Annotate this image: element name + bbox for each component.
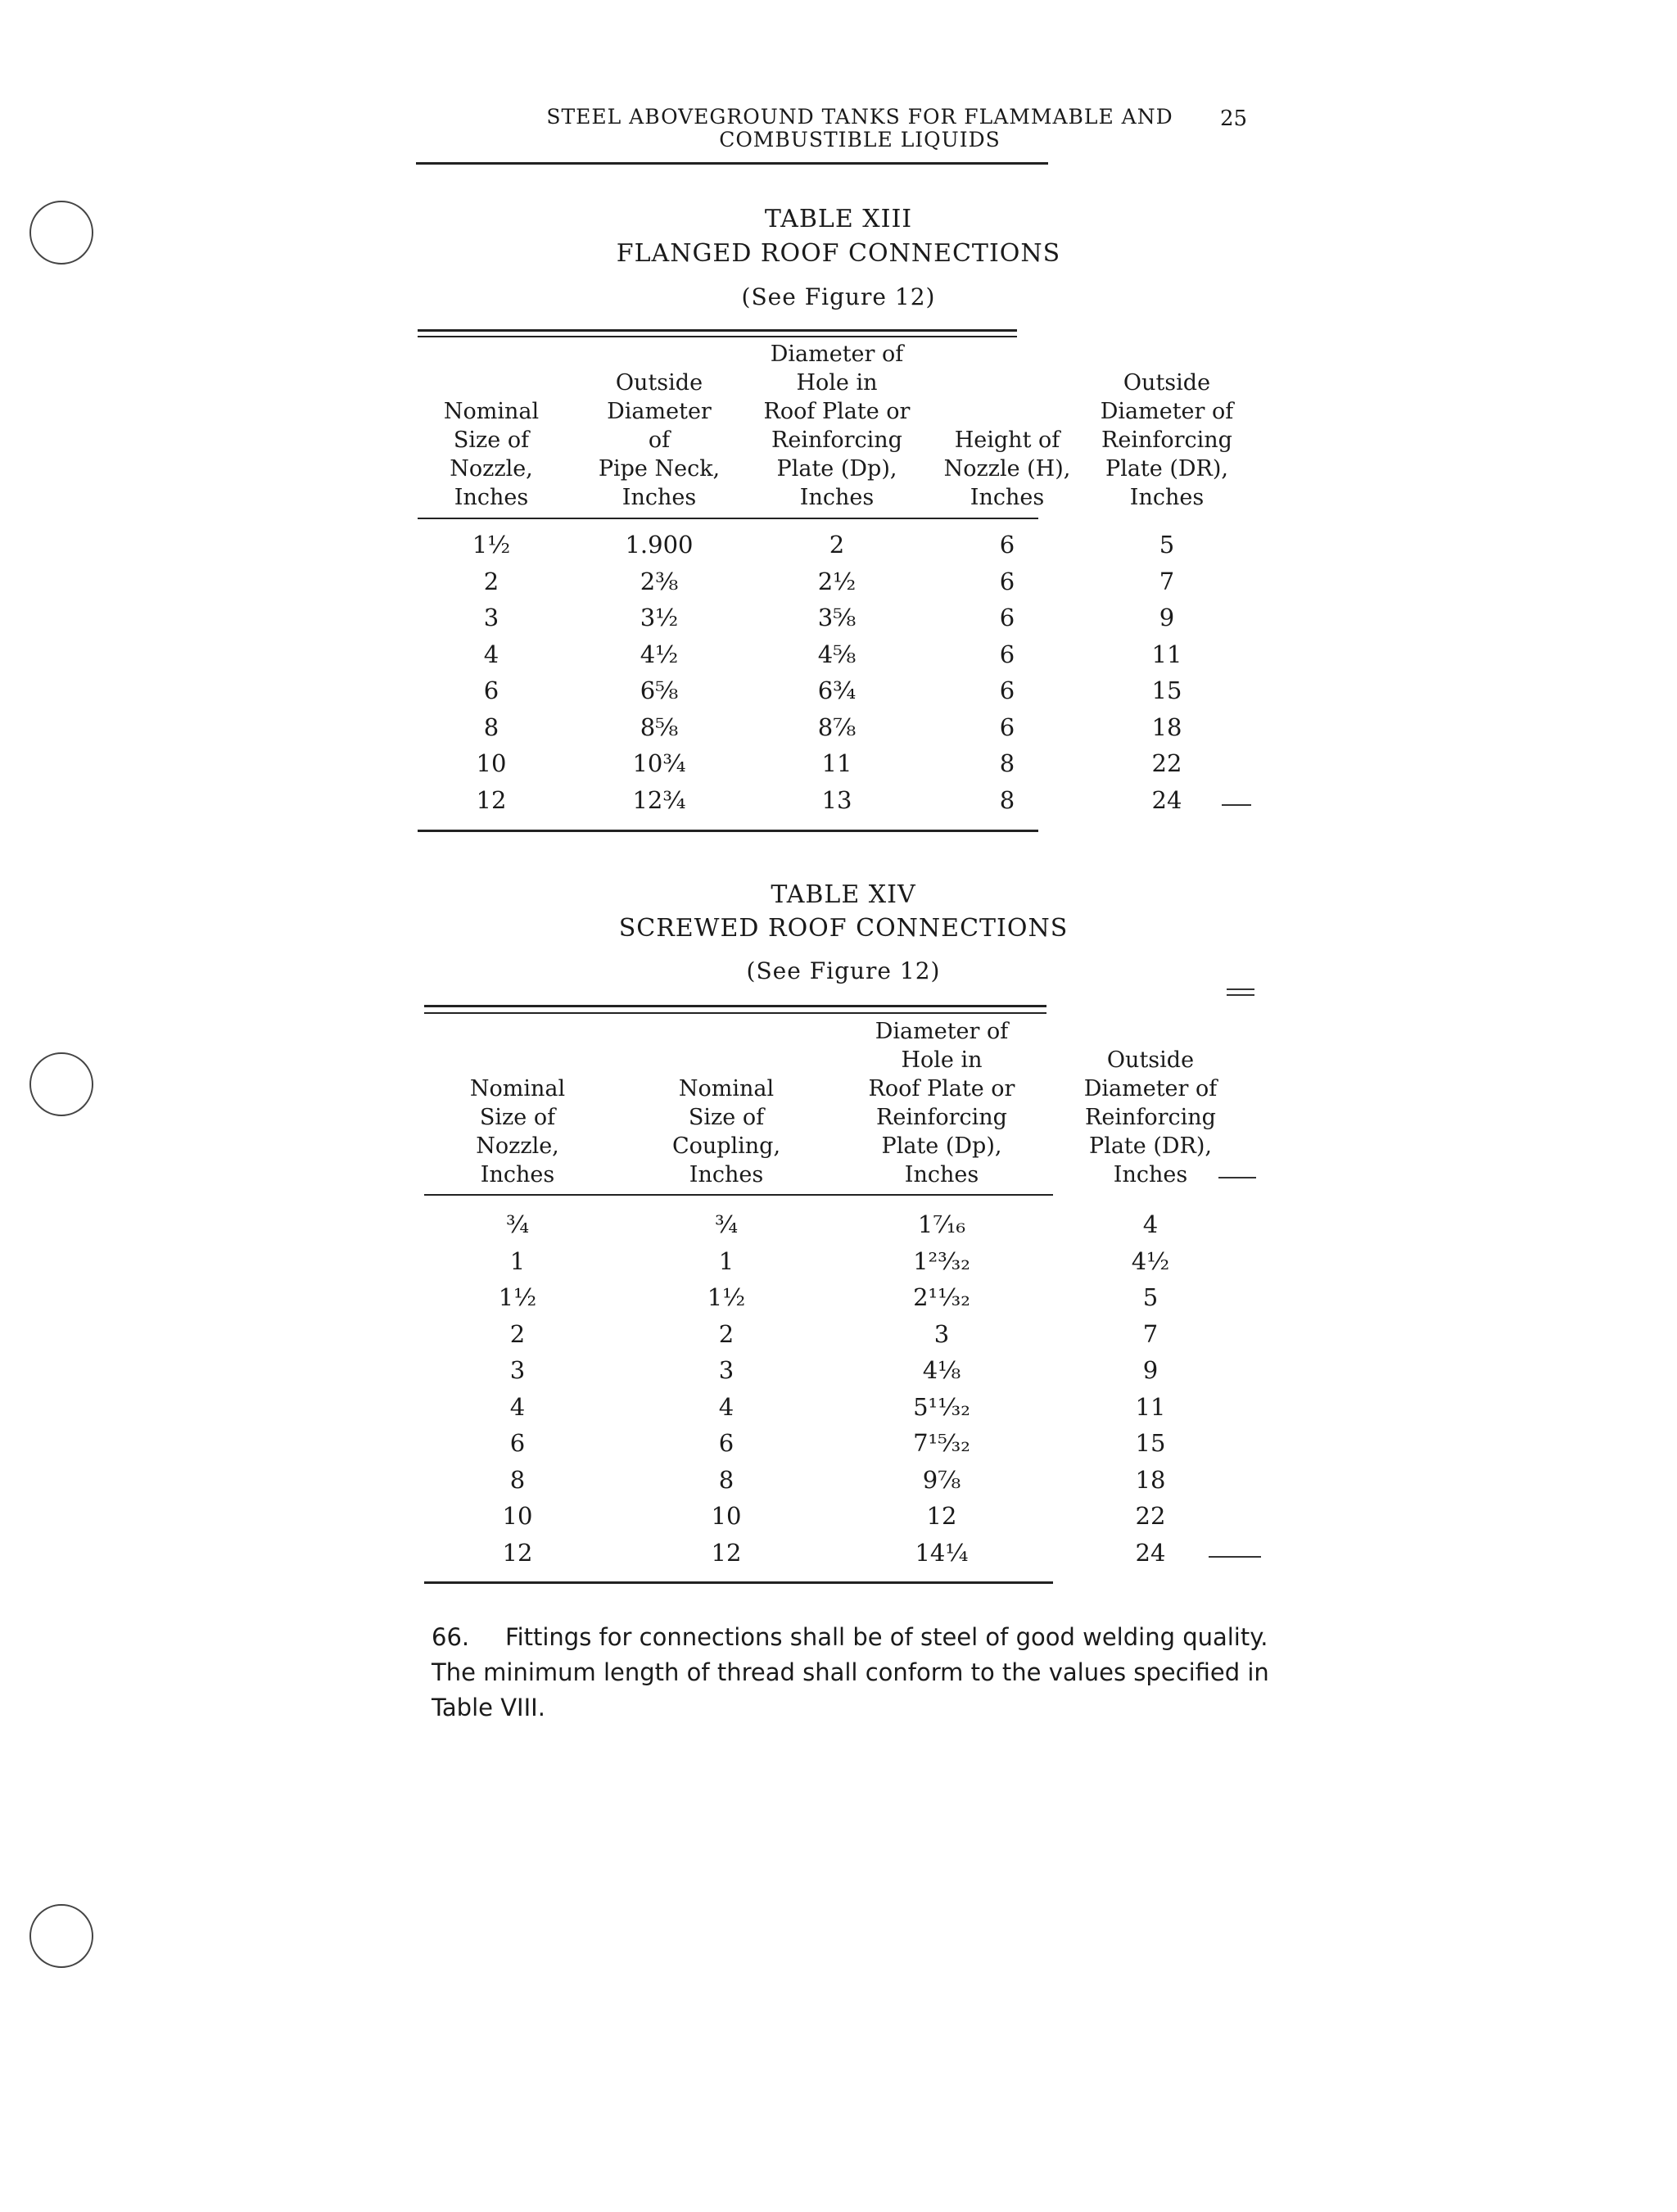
table14-row7-col3-cell: 7¹⁵⁄₃₂ bbox=[913, 1429, 970, 1457]
table13-title: FLANGED ROOF CONNECTIONS bbox=[616, 239, 1061, 268]
table14-row6-col2-cell: 4 bbox=[718, 1392, 735, 1421]
table13-col5-header-line: Plate (DR), bbox=[1105, 456, 1228, 482]
table13-row2-col1-cell: 2 bbox=[483, 567, 499, 595]
table14-row4-col4-cell: 7 bbox=[1142, 1319, 1159, 1348]
table13-col3-header-line: Plate (Dp), bbox=[776, 456, 897, 482]
table13-row4-col3-cell: 4⅝ bbox=[817, 640, 857, 668]
table13-row2-col5-cell: 7 bbox=[1159, 567, 1175, 595]
table14-row8-col2-cell: 8 bbox=[718, 1465, 735, 1494]
table13-col4-header-line: Inches bbox=[970, 485, 1045, 510]
running-header-line1: STEEL ABOVEGROUND TANKS FOR FLAMMABLE AND bbox=[546, 105, 1173, 129]
table13-col1-header-line: Nominal bbox=[443, 399, 540, 424]
table13-row3-col3-cell: 3⅝ bbox=[817, 604, 857, 631]
table14-row6-col4-cell: 11 bbox=[1135, 1392, 1166, 1421]
margin-mark-double bbox=[1227, 988, 1254, 990]
table13-row6-col5-cell: 18 bbox=[1151, 712, 1182, 741]
table14-col4-header-line: Outside bbox=[1106, 1047, 1195, 1073]
margin-mark bbox=[1218, 1177, 1256, 1178]
table14-row1-col2-cell: ¾ bbox=[714, 1210, 739, 1238]
table13-row2-col3-cell: 2½ bbox=[817, 567, 857, 595]
table13-row2-col2-cell: 2⅜ bbox=[640, 567, 679, 595]
paragraph-number: 66. bbox=[432, 1623, 470, 1651]
table14-row6-col3-cell: 5¹¹⁄₃₂ bbox=[913, 1392, 970, 1421]
table13-row3-col2-cell: 3½ bbox=[640, 604, 679, 631]
table13-row7-col2-cell: 10¾ bbox=[632, 749, 686, 777]
table14-col4-header-line: Diameter of bbox=[1083, 1076, 1218, 1101]
table13-col2-header-line: of bbox=[648, 427, 671, 453]
table13-row5-col4-cell: 6 bbox=[999, 676, 1015, 704]
table14-row10-col3-cell: 14¼ bbox=[915, 1538, 969, 1567]
table13-col2-header-line: Outside bbox=[615, 370, 703, 396]
table13-row8-col3-cell: 13 bbox=[821, 785, 852, 814]
paragraph-text: Fittings for connections shall be of steel of good welding quality. The minimum length of thread shall conform to the values specified in Table VIII. bbox=[432, 1623, 1269, 1721]
table14-row6-col1-cell: 4 bbox=[509, 1392, 526, 1421]
table13-row6-col4-cell: 6 bbox=[999, 712, 1015, 741]
table14-col3-header-line: Roof Plate or bbox=[868, 1076, 1015, 1101]
table13-col1-header-line: Inches bbox=[454, 485, 529, 510]
table14-row1-col3-cell: 1⁷⁄₁₆ bbox=[917, 1210, 966, 1238]
table14-row2-col4-cell: 4½ bbox=[1131, 1246, 1170, 1275]
table13-header-rule bbox=[418, 518, 1038, 519]
table13-row1-col2-cell: 1.900 bbox=[625, 531, 694, 559]
table13-row8-col4-cell: 8 bbox=[999, 785, 1015, 814]
table13-col5-header-line: Outside bbox=[1123, 370, 1211, 396]
running-header-line2: COMBUSTIBLE LIQUIDS bbox=[719, 128, 1001, 152]
table13-col3-header-line: Roof Plate or bbox=[763, 399, 911, 424]
table13-bottom-rule bbox=[418, 830, 1038, 832]
table13-row7-col1-cell: 10 bbox=[476, 749, 507, 777]
table14-title: SCREWED ROOF CONNECTIONS bbox=[618, 914, 1069, 943]
table13-col5-header-line: Inches bbox=[1129, 485, 1205, 510]
table13-row5-col5-cell: 15 bbox=[1151, 676, 1182, 704]
table14-col2-header-line: Nominal bbox=[678, 1076, 775, 1101]
table14-col3-header-line: Hole in bbox=[901, 1047, 983, 1073]
table13-row1-col1-cell: 1½ bbox=[472, 531, 511, 559]
table13-col2-header-line: Diameter bbox=[607, 399, 712, 424]
table13-row6-col1-cell: 8 bbox=[483, 712, 499, 741]
table13-col2-header-line: Pipe Neck, bbox=[598, 456, 721, 482]
table14-row3-col3-cell: 2¹¹⁄₃₂ bbox=[913, 1283, 970, 1311]
table13-col5-header-line: Diameter of bbox=[1100, 399, 1234, 424]
table13-row4-col2-cell: 4½ bbox=[640, 640, 679, 668]
table13-row3-col4-cell: 6 bbox=[999, 604, 1015, 631]
table14-row7-col4-cell: 15 bbox=[1135, 1429, 1166, 1457]
table13-col5-header-line: Reinforcing bbox=[1101, 427, 1232, 453]
table14-row9-col1-cell: 10 bbox=[502, 1502, 533, 1530]
table13-row7-col4-cell: 8 bbox=[999, 749, 1015, 777]
table14-row8-col1-cell: 8 bbox=[509, 1465, 526, 1494]
table14-row2-col1-cell: 1 bbox=[509, 1246, 526, 1275]
page-number: 25 bbox=[1220, 106, 1248, 131]
margin-mark-double-2 bbox=[1227, 994, 1254, 996]
table14-row1-col1-cell: ¾ bbox=[505, 1210, 530, 1238]
table14-row9-col3-cell: 12 bbox=[926, 1502, 957, 1530]
table14-row4-col3-cell: 3 bbox=[933, 1319, 950, 1348]
table13-row3-col5-cell: 9 bbox=[1159, 604, 1175, 631]
table14-col4-header-line: Reinforcing bbox=[1085, 1105, 1216, 1130]
table14-row10-col4-cell: 24 bbox=[1135, 1538, 1166, 1567]
table14-row7-col1-cell: 6 bbox=[509, 1429, 526, 1457]
table14-row8-col3-cell: 9⅞ bbox=[922, 1465, 961, 1494]
table14-col2-header-line: Coupling, bbox=[671, 1133, 781, 1159]
table14-row9-col4-cell: 22 bbox=[1135, 1502, 1166, 1530]
table14-col1-header-line: Nozzle, bbox=[476, 1133, 559, 1159]
table14-row2-col3-cell: 1²³⁄₃₂ bbox=[913, 1246, 970, 1275]
table13-row5-col1-cell: 6 bbox=[483, 676, 499, 704]
table14-row2-col2-cell: 1 bbox=[718, 1246, 735, 1275]
table13-top-rule-thin bbox=[418, 336, 1017, 337]
table14-row5-col2-cell: 3 bbox=[718, 1356, 735, 1384]
table14-row8-col4-cell: 18 bbox=[1135, 1465, 1166, 1494]
table13-col4-header-line: Height of bbox=[954, 427, 1060, 453]
table13-row1-col4-cell: 6 bbox=[999, 531, 1015, 559]
paragraph-66 bbox=[432, 1620, 1275, 1726]
table13-col3-header-line: Diameter of bbox=[770, 342, 904, 367]
table14-top-rule bbox=[424, 1005, 1046, 1007]
table14-col1-header-line: Size of bbox=[479, 1105, 556, 1130]
table13-col1-header-line: Nozzle, bbox=[450, 456, 533, 482]
table13-note: (See Figure 12) bbox=[741, 283, 936, 310]
table14-row7-col2-cell: 6 bbox=[718, 1429, 735, 1457]
table13-col3-header-line: Reinforcing bbox=[771, 427, 902, 453]
margin-mark bbox=[1209, 1556, 1261, 1558]
table14-col2-header-line: Size of bbox=[688, 1105, 765, 1130]
table13-row1-col5-cell: 5 bbox=[1159, 531, 1175, 559]
table13-row8-col1-cell: 12 bbox=[476, 785, 507, 814]
table14-row4-col1-cell: 2 bbox=[509, 1319, 526, 1348]
binder-hole-middle bbox=[29, 1052, 93, 1116]
table14-header-rule bbox=[424, 1194, 1053, 1196]
table13-row1-col3-cell: 2 bbox=[829, 531, 845, 559]
table13-row5-col3-cell: 6¾ bbox=[817, 676, 857, 704]
table13-row6-col3-cell: 8⅞ bbox=[817, 712, 857, 741]
table13-col2-header-line: Inches bbox=[622, 485, 697, 510]
table14-row5-col1-cell: 3 bbox=[509, 1356, 526, 1384]
table14-number: TABLE XIV bbox=[771, 880, 916, 909]
table13-col1-header-line: Size of bbox=[453, 427, 530, 453]
table14-note: (See Figure 12) bbox=[746, 957, 941, 984]
table14-col3-header-line: Reinforcing bbox=[876, 1105, 1007, 1130]
table14-top-rule-thin bbox=[424, 1012, 1046, 1014]
table14-row9-col2-cell: 10 bbox=[711, 1502, 742, 1530]
table13-row2-col4-cell: 6 bbox=[999, 567, 1015, 595]
table13-col3-header-line: Hole in bbox=[796, 370, 878, 396]
table14-row1-col4-cell: 4 bbox=[1142, 1210, 1159, 1238]
table14-row5-col3-cell: 4⅛ bbox=[922, 1356, 961, 1384]
table13-row7-col3-cell: 11 bbox=[821, 749, 852, 777]
table13-col4-header-line: Nozzle (H), bbox=[943, 456, 1071, 482]
table14-row3-col2-cell: 1½ bbox=[707, 1283, 746, 1311]
table14-col4-header-line: Inches bbox=[1113, 1162, 1188, 1187]
margin-mark bbox=[1222, 804, 1251, 806]
table14-col4-header-line: Plate (DR), bbox=[1089, 1133, 1212, 1159]
table14-row3-col1-cell: 1½ bbox=[498, 1283, 537, 1311]
table13-row4-col5-cell: 11 bbox=[1151, 640, 1182, 668]
table14-bottom-rule bbox=[424, 1581, 1053, 1584]
table14-row3-col4-cell: 5 bbox=[1142, 1283, 1159, 1311]
table14-col3-header-line: Plate (Dp), bbox=[881, 1133, 1002, 1159]
table13-col3-header-line: Inches bbox=[799, 485, 875, 510]
binder-hole-bottom bbox=[29, 1904, 93, 1968]
table13-number: TABLE XIII bbox=[764, 205, 913, 233]
binder-hole-top bbox=[29, 201, 93, 265]
table13-row4-col1-cell: 4 bbox=[483, 640, 499, 668]
table14-row10-col1-cell: 12 bbox=[502, 1538, 533, 1567]
table14-row4-col2-cell: 2 bbox=[718, 1319, 735, 1348]
table14-row10-col2-cell: 12 bbox=[711, 1538, 742, 1567]
table14-col2-header-line: Inches bbox=[689, 1162, 764, 1187]
table14-col3-header-line: Diameter of bbox=[875, 1019, 1009, 1044]
table13-row6-col2-cell: 8⅝ bbox=[640, 712, 679, 741]
table13-row8-col2-cell: 12¾ bbox=[632, 785, 686, 814]
table14-col1-header-line: Inches bbox=[480, 1162, 555, 1187]
table13-row3-col1-cell: 3 bbox=[483, 604, 499, 631]
table14-col1-header-line: Nominal bbox=[469, 1076, 566, 1101]
table14-col3-header-line: Inches bbox=[904, 1162, 979, 1187]
table13-row7-col5-cell: 22 bbox=[1151, 749, 1182, 777]
table13-row8-col5-cell: 24 bbox=[1151, 785, 1182, 814]
table13-top-rule bbox=[418, 329, 1017, 332]
header-rule bbox=[416, 162, 1048, 165]
table13-row5-col2-cell: 6⅝ bbox=[640, 676, 679, 704]
table13-row4-col4-cell: 6 bbox=[999, 640, 1015, 668]
table14-row5-col4-cell: 9 bbox=[1142, 1356, 1159, 1384]
